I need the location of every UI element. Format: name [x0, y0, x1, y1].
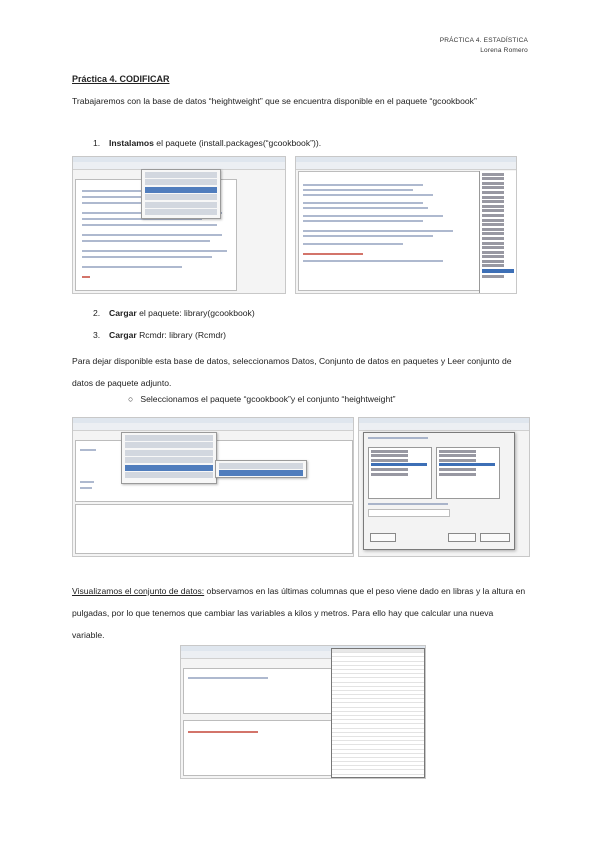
step-1-number: 1. [93, 138, 101, 148]
step-3-text: Rcmdr: library (Rcmdr) [136, 330, 226, 340]
bullet-text: Seleccionamos el paquete “gcookbook”y el conjunto “heightweight” [140, 394, 396, 404]
paragraph-visualize [72, 580, 528, 646]
page-title: Práctica 4. CODIFICAR [72, 74, 170, 84]
step-3-number: 3. [93, 330, 101, 340]
intro-paragraph: Trabajaremos con la base de datos “heightweight” que se encuentra disponible en el paquete “gcookbook” [72, 96, 477, 106]
page-header [440, 36, 528, 56]
step-2-bold: Cargar [109, 308, 137, 318]
header-author: Lorena Romero [480, 47, 528, 54]
step-2 [93, 308, 255, 318]
step-1 [93, 138, 321, 148]
screenshot-install-packages [72, 156, 286, 294]
step-3-bold: Cargar [109, 330, 137, 340]
step-3 [93, 330, 226, 340]
step-1-bold: Instalamos [109, 138, 154, 148]
header-subject: PRÁCTICA 4. ESTADÍSTICA [439, 37, 528, 44]
screenshot-package-list [295, 156, 517, 294]
paragraph-visualize-text: observamos en las últimas columnas que el peso viene dado en libras y la altura en pulgadas, por lo que tenemos que cambiar las variables a kilos y metros. Para ello hay que calcular una nueva variable. [72, 586, 526, 640]
paragraph-datasets: Para dejar disponible esta base de datos, seleccionamos Datos, Conjunto de datos en paquetes y Leer conjunto de datos de paquete adjunto. [72, 356, 512, 388]
paragraph-visualize-underlined: Visualizamos el conjunto de datos: [72, 586, 205, 596]
bullet-item [128, 394, 395, 404]
bullet-marker: ○ [128, 394, 134, 404]
step-1-text: el paquete (install.packages(“gcookbook”)). [153, 138, 322, 148]
screenshot-dataset-view [180, 645, 426, 779]
step-2-text: el paquete: library(gcookbook) [136, 308, 255, 318]
screenshot-rcmdr-data-menu [72, 417, 354, 557]
screenshot-read-dataset-dialog [358, 417, 530, 557]
step-2-number: 2. [93, 308, 101, 318]
